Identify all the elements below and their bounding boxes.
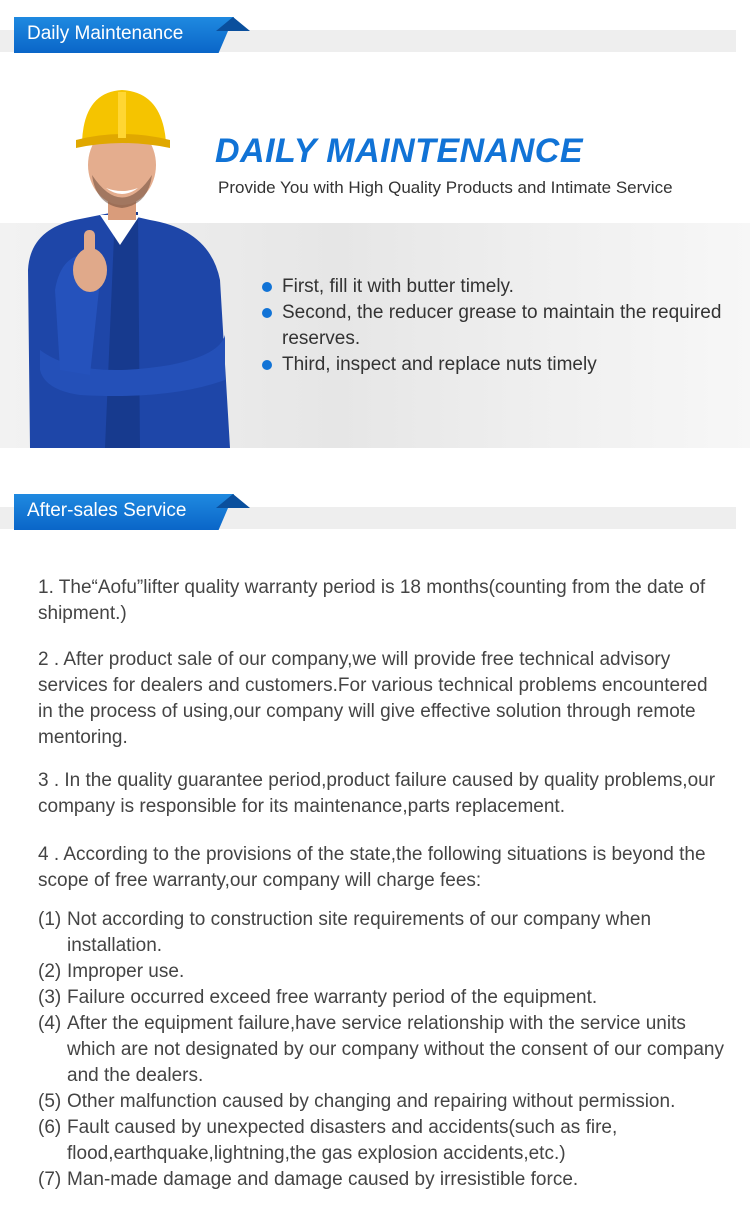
- daily-maintenance-label: Daily Maintenance: [27, 23, 184, 44]
- list-item: [38, 907, 728, 959]
- list-text: Improper use.: [67, 961, 185, 982]
- list-item: [38, 959, 728, 985]
- list-number: (7): [38, 1169, 62, 1190]
- after-sales-label: After-sales Service: [27, 500, 187, 521]
- maintenance-bullet-list: [260, 274, 730, 378]
- list-number: (1): [38, 909, 62, 930]
- hero-section: [0, 80, 750, 448]
- list-text: Man-made damage and damage caused by irresistible force.: [67, 1169, 579, 1190]
- list-text: Not according to construction site requirements of our company when installation.: [67, 909, 652, 956]
- blue-dot-icon: [262, 282, 272, 292]
- list-item: [38, 1115, 728, 1167]
- blue-dot-icon: [262, 308, 272, 318]
- list-text: Fault caused by unexpected disasters and accidents(such as fire, flood,earthquake,lightning,the gas explosion accidents,etc.): [67, 1117, 618, 1164]
- bullet-item: [260, 300, 730, 352]
- bullet-item: [260, 274, 730, 300]
- daily-maintenance-header: [0, 17, 750, 57]
- list-item: [38, 1167, 728, 1193]
- list-number: (3): [38, 987, 62, 1008]
- list-text: Other malfunction caused by changing and repairing without permission.: [67, 1091, 676, 1112]
- bullet-text: First, fill it with butter timely.: [282, 276, 514, 297]
- warranty-paragraph-4: 4 . According to the provisions of the state,the following situations is beyond the scope of free warranty,our company will charge fees:: [38, 844, 706, 891]
- list-item: [38, 1011, 728, 1089]
- warranty-paragraph-2: 2 . After product sale of our company,we will provide free technical advisory services for dealers and customers.For various technical problems encountered in the process of using,our company will give effective solution through remote mentoring.: [38, 649, 708, 748]
- excluded-situations-list: [38, 907, 728, 1193]
- worker-illustration: [20, 80, 235, 448]
- hero-subtitle: Provide You with High Quality Products and Intimate Service: [218, 178, 673, 197]
- bullet-item: [260, 352, 730, 378]
- warranty-paragraph-1: 1. The“Aofu”lifter quality warranty period is 18 months(counting from the date of shipment.): [38, 577, 706, 624]
- bullet-text: Third, inspect and replace nuts timely: [282, 354, 597, 375]
- warranty-paragraph-3: 3 . In the quality guarantee period,product failure caused by quality problems,our company is responsible for its maintenance,parts replacement.: [38, 770, 716, 817]
- hero-title: DAILY MAINTENANCE: [215, 132, 584, 170]
- after-sales-header: [0, 494, 750, 534]
- list-number: (2): [38, 961, 62, 982]
- list-item: [38, 985, 728, 1011]
- blue-dot-icon: [262, 360, 272, 370]
- list-number: (5): [38, 1091, 62, 1112]
- list-number: (4): [38, 1013, 62, 1034]
- list-text: Failure occurred exceed free warranty period of the equipment.: [67, 987, 598, 1008]
- list-text: After the equipment failure,have service relationship with the service units which are not designated by our company without the consent of our company and the dealers.: [67, 1013, 724, 1086]
- list-item: [38, 1089, 728, 1115]
- list-number: (6): [38, 1117, 62, 1138]
- bullet-text: Second, the reducer grease to maintain the required reserves.: [282, 302, 722, 349]
